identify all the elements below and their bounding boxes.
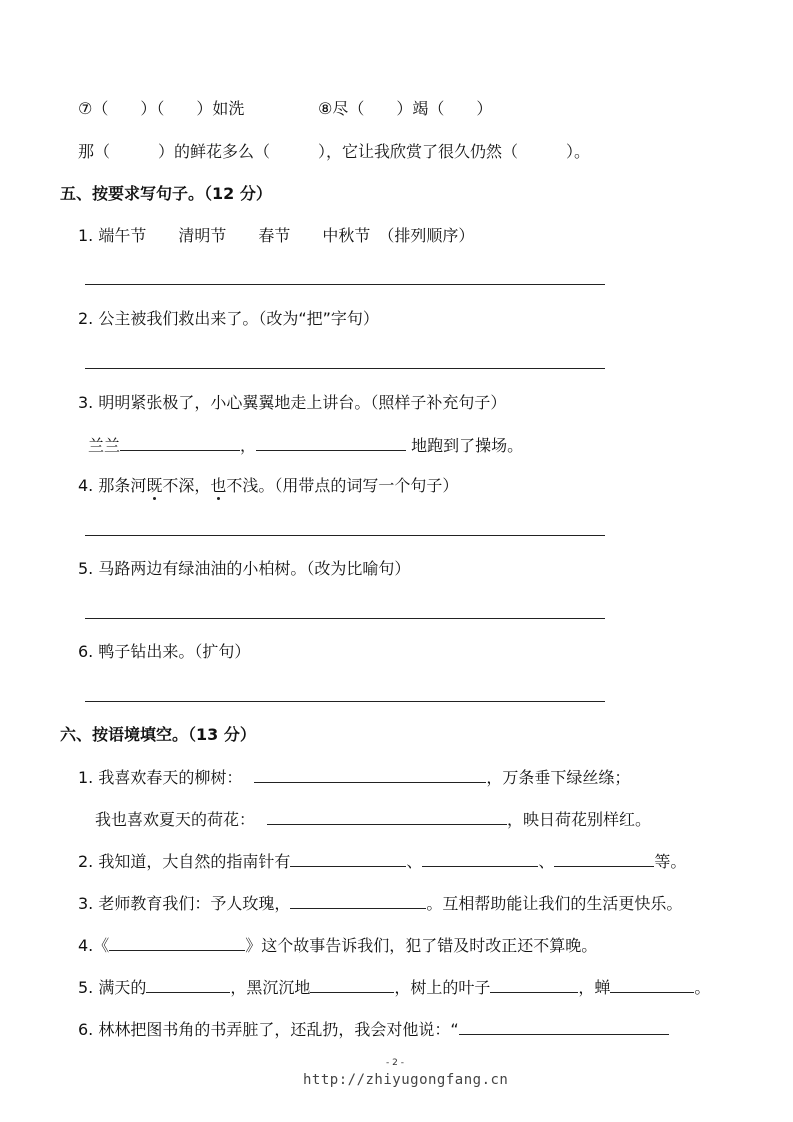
s6-q3: [78, 892, 682, 915]
section-6-title: 六、按语境填空。（13 分）: [60, 725, 256, 744]
s6-q3-blank[interactable]: [290, 892, 426, 909]
s6-q3-pre: 3. 老师教育我们：予人玫瑰，: [78, 894, 291, 913]
s6-q5-post: 。: [694, 978, 711, 997]
s6-q5-blank-3[interactable]: [490, 976, 578, 993]
s5-q3-blank-1[interactable]: [120, 434, 240, 451]
s5-q3-suffix: 地跑到了操场。: [411, 436, 524, 455]
s5-q6-answer-line[interactable]: [85, 701, 605, 702]
s5-q4-dotted-word-1: 既: [146, 476, 163, 495]
s6-q1b: [95, 808, 651, 831]
s6-q2-sep-1: 、: [406, 852, 423, 871]
s6-q1a-post: ，万条垂下绿丝绦；: [486, 768, 631, 787]
s6-q5-seg-3: ，蝉: [578, 978, 611, 997]
s6-q5-blank-4[interactable]: [610, 976, 694, 993]
s6-q1a-pre: 1. 我喜欢春天的柳树：: [78, 768, 243, 787]
s6-q1b-blank[interactable]: [267, 808, 507, 825]
page-number: - 2 -: [386, 1058, 404, 1068]
s6-q4: [78, 934, 597, 957]
s6-q5-pre: 5. 满天的: [78, 978, 147, 997]
s5-q3: 3. 明明紧张极了，小心翼翼地走上讲台。（照样子补充句子）: [78, 393, 507, 412]
idiom-8: ⑧尽（ ）竭（ ）: [318, 99, 493, 118]
s6-q1b-post: ，映日荷花别样红。: [507, 810, 652, 829]
s6-q3-post: 。互相帮助能让我们的生活更快乐。: [426, 894, 683, 913]
s6-q2-pre: 2. 我知道，大自然的指南针有: [78, 852, 291, 871]
flower-sentence: 那（ ）的鲜花多么（ ），它让我欣赏了很久仍然（ ）。: [78, 142, 591, 161]
s5-q3-blank-2[interactable]: [256, 434, 406, 451]
s6-q1b-pre: 我也喜欢夏天的荷花：: [95, 810, 256, 829]
s5-q3-fill: [88, 434, 523, 457]
s5-q4: [78, 475, 458, 497]
s5-q4-mid: 不深，: [162, 476, 211, 495]
footer-url: http://zhiyugongfang.cn: [303, 1072, 509, 1088]
s6-q1a: [78, 766, 630, 789]
s6-q2-blank-3[interactable]: [554, 850, 654, 867]
s6-q4-pre: 4.《: [78, 936, 110, 955]
s5-q5: 5. 马路两边有绿油油的小柏树。（改为比喻句）: [78, 559, 411, 578]
s6-q4-blank[interactable]: [109, 934, 245, 951]
s6-q6: [78, 1018, 669, 1041]
s5-q4-pre: 4. 那条河: [78, 476, 147, 495]
s6-q5-blank-1[interactable]: [146, 976, 230, 993]
s6-q2-blank-2[interactable]: [422, 850, 538, 867]
s6-q2-blank-1[interactable]: [290, 850, 406, 867]
s5-q4-dotted-word-2: 也: [210, 476, 227, 495]
s6-q5-seg-1: ，黑沉沉地: [230, 978, 311, 997]
s5-q3-sep: ，: [240, 436, 257, 455]
s5-q4-answer-line[interactable]: [85, 535, 605, 536]
s5-q1-answer-line[interactable]: [85, 284, 605, 285]
s5-q2: 2. 公主被我们救出来了。（改为“把”字句）: [78, 309, 379, 328]
s6-q5-blank-2[interactable]: [310, 976, 394, 993]
s5-q2-answer-line[interactable]: [85, 368, 605, 369]
s5-q1: 1. 端午节 清明节 春节 中秋节 （排列顺序）: [78, 226, 475, 245]
s6-q2-sep-2: 、: [538, 852, 555, 871]
s6-q2: [78, 850, 686, 873]
s6-q1a-blank[interactable]: [254, 766, 486, 783]
s6-q4-post: 》这个故事告诉我们，犯了错及时改正还不算晚。: [245, 936, 598, 955]
s5-q4-post: 不浅。（用带点的词写一个句子）: [226, 476, 459, 495]
s6-q6-pre: 6. 林林把图书角的书弄脏了，还乱扔，我会对他说：“: [78, 1020, 459, 1039]
idiom-7: ⑦（ ）（ ）如洗: [78, 99, 245, 118]
s6-q6-blank[interactable]: [459, 1018, 669, 1035]
s6-q2-post: 等。: [654, 852, 687, 871]
s6-q5: [78, 976, 710, 999]
s6-q5-seg-2: ，树上的叶子: [394, 978, 491, 997]
s5-q3-prefix: 兰兰: [88, 436, 121, 455]
s5-q5-answer-line[interactable]: [85, 618, 605, 619]
s5-q6: 6. 鸭子钻出来。（扩句）: [78, 642, 251, 661]
section-5-title: 五、按要求写句子。（12 分）: [60, 184, 272, 203]
